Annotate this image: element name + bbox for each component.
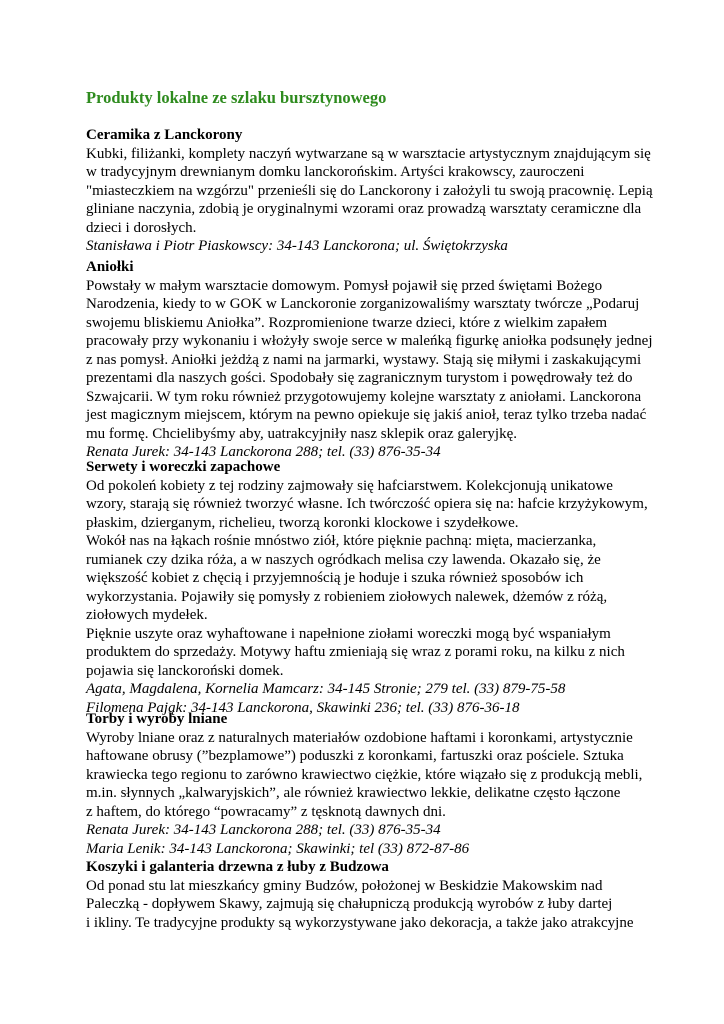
paragraph-line: m.in. słynnych „kalwaryjskich”, ale również krawiectwo lekkie, delikatne często łączone <box>86 785 621 801</box>
section-serwety <box>86 458 646 717</box>
paragraph-line: Szwajcarii. W tym roku również przygotowujemy kolejne warsztaty z aniołami. Lanckorona <box>86 388 642 405</box>
paragraph-line: w tradycyjnym drewnianym domku lanckorońskim. Artyści krakowscy, zauroczeni <box>86 164 585 180</box>
paragraph-line: swojemu bliskiemu Aniołka”. Rozpromienione twarze dzieci, które z wielkim zapałem <box>86 314 608 331</box>
paragraph-line: ziołowych mydełek. <box>86 607 208 623</box>
paragraph-line: Wyroby lniane oraz z naturalnych materiałów ozdobione haftami i koronkami, artystycznie <box>86 729 633 746</box>
section-koszyki <box>86 858 646 932</box>
paragraph-line: Pięknie uszyte oraz wyhaftowane i napełnione ziołami woreczki mogą być wspaniałym <box>86 625 611 642</box>
paragraph-line: jest magicznym miejscem, którym na pewno opiekuje się jakiś anioł, teraz tylko trzeba nadać <box>86 407 647 423</box>
paragraph-line: Narodzenia, kiedy to w GOK w Lanckoronie zorganizowaliśmy warsztaty twórcze „Podaruj <box>86 296 640 312</box>
contact-line: Filomena Pająk: 34-143 Lanckorona, Skawinki 236; tel. (33) 876-36-18 <box>86 699 520 716</box>
paragraph-line: Od pokoleń kobiety z tej rodziny zajmowały się hafciarstwem. Kolekcjonują unikatowe <box>86 477 613 494</box>
paragraph-line: produktem do sprzedaży. Motywy haftu zmieniają się wraz z porami roku, na kilku z nich <box>86 644 625 660</box>
paragraph-line: pojawia się lanckoroński domek. <box>86 662 284 679</box>
paragraph-line: Kubki, filiżanki, komplety naczyń wytwarzane są w warsztacie artystycznym znajdującym się <box>86 145 651 162</box>
section-aniolki <box>86 258 653 462</box>
contact-line: Renata Jurek: 34-143 Lanckorona 288; tel. (33) 876-35-34 <box>86 444 441 460</box>
section-heading: Torby i wyroby lniane <box>86 711 228 727</box>
paragraph-line: i ikliny. Te tradycyjne produkty są wykorzystywane jako dekoracja, a także jako atrakcyjne <box>86 914 634 931</box>
paragraph-line: mu formę. Chcielibyśmy aby, uatrakcyjniły nasz sklepik oraz galeryjkę. <box>86 425 517 442</box>
paragraph-line: "miasteczkiem na wzgórzu" przenieśli się do Lanckorony i założyli tu swoją pracownię. Lepią <box>86 182 653 199</box>
paragraph-line: Powstały w małym warsztacie domowym. Pomysł pojawił się przed świętami Bożego <box>86 277 603 294</box>
page-title: Produkty lokalne ze szlaku bursztynowego <box>86 88 387 107</box>
paragraph-line: Paleczką - dopływem Skawy, zajmują się chałupniczą produkcją wyrobów z łuby dartej <box>86 896 613 912</box>
paragraph-line: z haftem, do którego “powracamy” z tęsknotą dawnych dni. <box>86 803 446 820</box>
paragraph-line: dzieci i dorosłych. <box>86 219 197 236</box>
paragraph-line: większość kobiet z chęcią i przyjemnością je hoduje i szuka również sposobów ich <box>86 570 584 586</box>
section-heading: Ceramika z Lanckorony <box>86 127 243 143</box>
contact-line: Agata, Magdalena, Kornelia Mamcarz: 34-145 Stronie; 279 tel. (33) 879-75-58 <box>86 681 566 697</box>
paragraph-line: haftowane obrusy (”bezplamowe”) poduszki z koronkami, fartuszki oraz pościele. Sztuka <box>86 748 624 764</box>
contact-line: Renata Jurek: 34-143 Lanckorona 288; tel. (33) 876-35-34 <box>86 822 441 838</box>
contact-line: Maria Lenik: 34-143 Lanckorona; Skawinki; tel (33) 872-87-86 <box>86 840 470 857</box>
section-torby <box>86 710 646 858</box>
paragraph-line: wykorzystania. Pojawiły się pomysły z robieniem ziołowych nalewek, dżemów z różą, <box>86 588 608 605</box>
contact-line: Stanisława i Piotr Piaskowscy: 34-143 Lanckorona; ul. Świętokrzyska <box>86 238 508 254</box>
section-heading: Serwety i woreczki zapachowe <box>86 459 281 475</box>
paragraph-line: prezentami dla naszych gości. Spodobały się zagranicznym turystom i powędrowały też do <box>86 370 633 386</box>
section-heading: Koszyki i galanteria drzewna z łuby z Budzowa <box>86 859 389 875</box>
paragraph-line: Od ponad stu lat mieszkańcy gminy Budzów, położonej w Beskidzie Makowskim nad <box>86 877 603 894</box>
paragraph-line: Wokół nas na łąkach rośnie mnóstwo ziół, które pięknie pachną: mięta, macierzanka, <box>86 533 597 549</box>
paragraph-line: pracowały przy wykonaniu i włożyły swoje serce w maleńką figurkę aniołka podsunęły jednej <box>86 333 653 349</box>
paragraph-line: wzory, starają się również tworzyć własne. Ich twórczość opiera się na: hafcie krzyżykowym, <box>86 496 648 512</box>
paragraph-line: płaskim, dzierganym, richelieu, tworzą koronki klockowe i szydełkowe. <box>86 514 519 531</box>
paragraph-line: rumianek czy dzika róża, a w naszych ogródkach melisa czy lawenda. Okazało się, że <box>86 551 601 568</box>
section-heading: Aniołki <box>86 259 134 275</box>
paragraph-line: z nas pomysł. Aniołki jeżdżą z nami na jarmarki, wystawy. Stają się miłymi i zaskakującymi <box>86 351 642 368</box>
paragraph-line: krawiecka tego regionu to zarówno krawiectwo ciężkie, które wiązało się z produkcją mebli, <box>86 766 643 783</box>
section-ceramika <box>86 126 653 256</box>
paragraph-line: gliniane naczynia, zdobią je oryginalnymi wzorami oraz prowadzą warsztaty ceramiczne dla <box>86 201 642 217</box>
